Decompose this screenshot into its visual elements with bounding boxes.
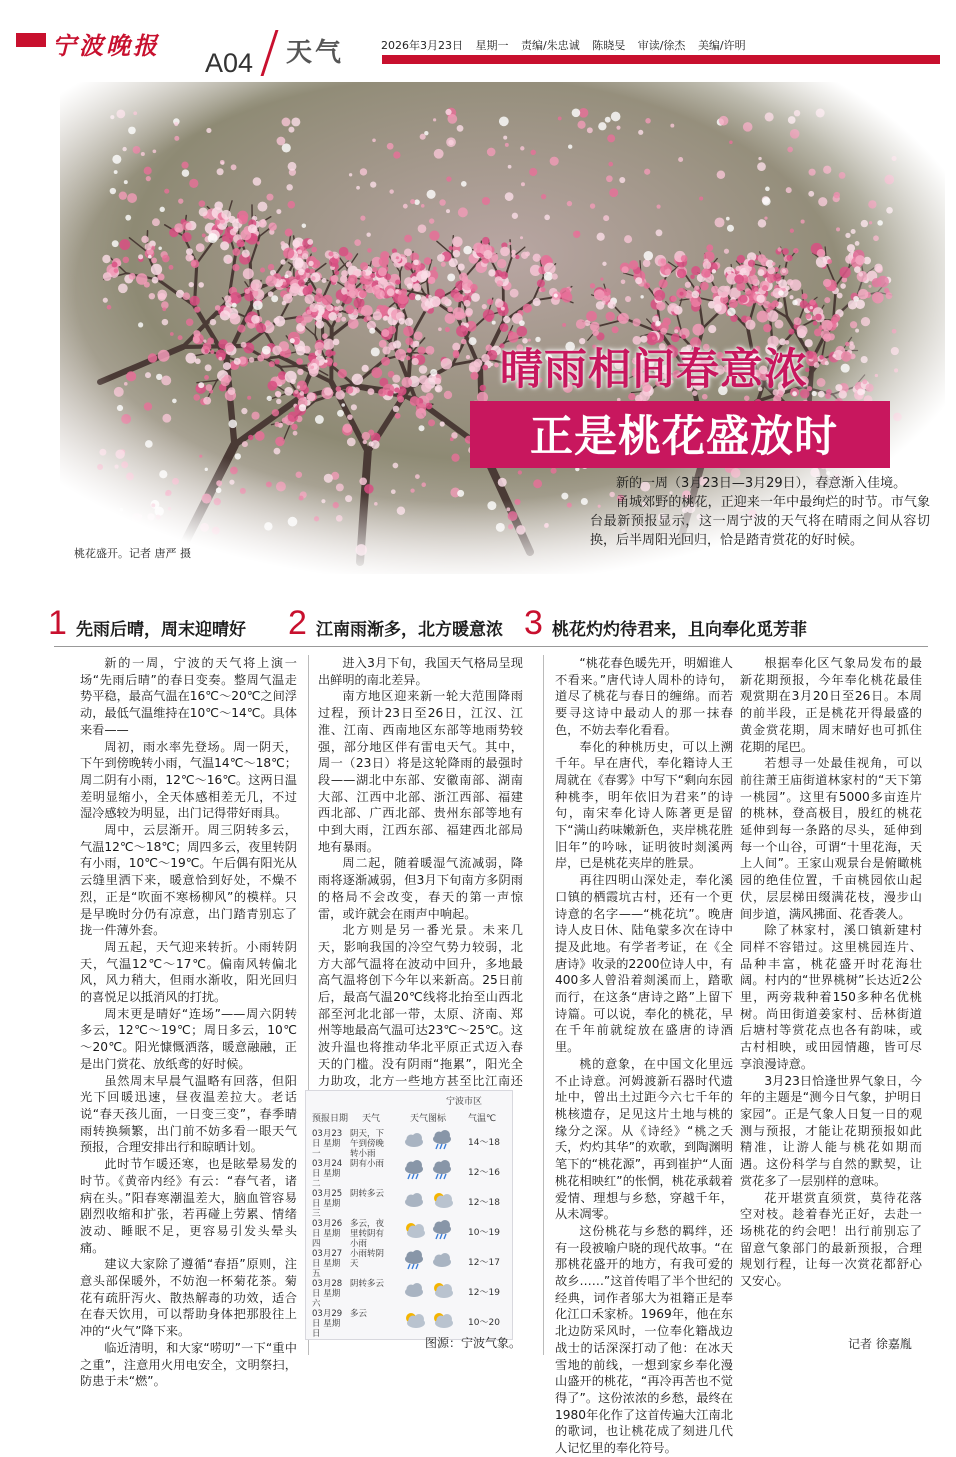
forecast-date: 03月23日 星期一 — [312, 1129, 346, 1159]
designer-credit: 陈晓旻 — [592, 39, 625, 52]
article-paragraph: 北方则是另一番光景。未来几天，影响我国的冷空气势力较弱，北方大部气温将在波动中回升，多地最高气温将创下今年以来新高。25日前后，最高气温20℃线将北抬至山西北部至河北北部一带，太原、济南、郑州等地最高气温可达23℃～25℃。这波升温也将推动华北平原正式迈入春天的门槛。没有阴雨“拖累”，阳光全力助攻，北方一些地方甚至比江南还 — [318, 922, 523, 1106]
article-paragraph: 若想寻一处最佳视角，可以前往萧王庙街道林家村的“天下第一桃园”。这里有5000多亩连片的桃林，登高极目，殷红的桃花延伸到每一条路的尽头，延伸到每一个山谷，可谓“十里花海，天上人间”。王家山观景台是俯瞰桃园的绝佳位置，千亩桃园依山起伏，层层梯田缀满花枝，漫步山间步道，满风拂面、花香袭人。 — [740, 755, 922, 922]
section-name: 天气 — [286, 32, 344, 69]
forecast-location: 宁波市区 — [446, 1094, 482, 1107]
article-paragraph: 这份桃花与乡愁的羁绊，还有一段被喻户晓的现代故事。“在那桃花盛开的地方，有我可爱的故乡……”这首传唱了半个世纪的经典，词作者邬大为祖籍正是奉化江口禾家桥。1969年，他在东北边防采风时，一位奉化籍战边战士的话深深打动了他：在冰天雪地的前线，一想到家乡奉化漫山盛开的桃花，“再冷再苦也不觉得了”。这份浓浓的乡愁，最终在1980年化作了这首传遍大江南北的歌词，也让桃花成了刻进几代人记忆里的奉化符号。 — [555, 1223, 733, 1457]
article-column-4 — [740, 655, 922, 1355]
forecast-weather: 阴有小雨 — [350, 1159, 390, 1169]
article-paragraph: 3月23日恰逢世界气象日，今年的主题是“测今日气象，护明日家园”。正是气象人日复一日的观测与预报，才能让花期预报如此精准，让游人能与桃花如期而遇。这份科学与自然的默契，让赏花多了一层别样的意味。 — [740, 1073, 922, 1190]
forecast-row — [310, 1127, 508, 1155]
reporter-byline: 记者 徐嘉胤 — [848, 1335, 912, 1352]
forecast-temp: 10～19 — [462, 1225, 506, 1238]
article-column-1 — [80, 655, 297, 1355]
forecast-header-icons: 天气图标 — [410, 1111, 446, 1124]
weather-icon — [402, 1250, 456, 1272]
forecast-temp: 12～16 — [462, 1165, 506, 1178]
forecast-temp: 12～19 — [462, 1285, 506, 1298]
masthead-left-bar — [16, 33, 46, 47]
art-credit: 美编/许明 — [698, 39, 746, 52]
editor-credit: 责编/朱忠诚 — [521, 39, 580, 52]
forecast-temp: 12～17 — [462, 1255, 506, 1268]
weather-icon — [402, 1160, 456, 1182]
intro-lead — [590, 474, 930, 550]
article-paragraph: 周五起，天气迎来转折。小雨转阴天，气温12℃～17℃。偏南风转偏北风，风力稍大，但雨水渐收，阳光回归的喜悦足以抵消风的打扰。 — [80, 939, 297, 1006]
issue-date: 2026年3月23日 — [381, 39, 463, 52]
article-paragraph: 花开堪赏直须赏，莫待花落空对枝。趁着春光正好，去赴一场桃花的约会吧！出行前别忘了留意气象部门的最新预报，合理规划行程，让每一次赏花都舒心又安心。 — [740, 1190, 922, 1290]
section-title: 桃花灼灼待君来，且向奉化觅芳菲 — [552, 615, 807, 640]
forecast-header-date: 预报日期 — [312, 1111, 348, 1124]
article-paragraph: 周末更是晴好“连场”——周六阴转多云，12℃～19℃；周日多云，10℃～20℃。阳光慷慨洒落，暖意融融，正是出门赏花、放纸鸢的好时候。 — [80, 1006, 297, 1073]
article-column-2 — [318, 655, 523, 1085]
article-column-3 — [555, 655, 733, 1355]
column-divider — [543, 655, 544, 1355]
article-paragraph: 周中，云层渐开。周三阴转多云，气温12℃～18℃；周四多云，夜里转阴有小雨，10℃～19℃。午后偶有阳光从云缝里洒下来，暖意恰到好处，不燥不烈，正是“吹面不寒杨柳风”的模样。只是早晚时分仍有凉意，出门踏青别忘了拢一件薄外套。 — [80, 822, 297, 939]
intro-paragraph: 甬城郊野的桃花，正迎来一年中最绚烂的时节。市气象台最新预报显示，这一周宁波的天气将在晴雨之间从容切换，后半周阳光回归，恰是踏青赏花的好时候。 — [590, 493, 930, 550]
masthead — [0, 0, 956, 80]
article-paragraph: 建议大家除了遵循“春捂”原则，注意头部保暖外，不妨泡一杯菊花茶。菊花有疏肝泻火、散热解毒的功效，适合在春天饮用，可以帮助身体把那股往上冲的“火气”降下来。 — [80, 1256, 297, 1340]
article-paragraph: 根据奉化区气象局发布的最新花期预报，今年奉化桃花最佳观赏期在3月20日至26日。本周的前半段，正是桃花开得最盛的黄金赏花期，周末晴好也可抓住花期的尾巴。 — [740, 655, 922, 755]
section-number: 3 — [524, 604, 543, 643]
masthead-meta — [381, 37, 755, 53]
forecast-weather: 阴天，下午到傍晚转小雨 — [350, 1129, 390, 1159]
proofreader-credit: 审读/徐杰 — [638, 39, 686, 52]
weather-icon — [402, 1280, 456, 1302]
newspaper-logo: 宁波晚报 — [52, 26, 160, 61]
article-paragraph: 桃的意象，在中国文化里远不止诗意。河姆渡新石器时代遗址中，曾出土过距今六七千年的桃核遗存，足见这片土地与桃的缘分之深。从《诗经》“桃之夭夭，灼灼其华”的欢歌，到陶渊明笔下的“桃花源”，再到崔护“人面桃花相映红”的怅惘，桃花承载着爱情、理想与乡愁，穿越千年，从未凋零。 — [555, 1056, 733, 1223]
section-header-3 — [524, 608, 854, 644]
article-paragraph: 南方地区迎来新一轮大范围降雨过程，预计23日至26日，江汉、江淮、江南、西南地区东部等地雨势较强，部分地区伴有雷电天气。其中，周一（23日）将是这轮降雨的最强时段——湖北中东部、安徽南部、湖南大部、江西中北部、浙江西部、福建西北部、广西北部、贵州东部等地有中到大雨，江西东部、福建西北部局地有暴雨。 — [318, 688, 523, 855]
headline — [470, 336, 890, 468]
forecast-temp: 12～18 — [462, 1195, 506, 1208]
section-title: 江南雨渐多，北方暖意浓 — [316, 615, 503, 640]
forecast-date: 03月25日 星期三 — [312, 1189, 346, 1219]
weather-icon — [402, 1220, 456, 1242]
issue-weekday: 星期一 — [476, 39, 509, 52]
article-paragraph: 再往四明山深处走，奉化溪口镇的栖霞坑古村，还有一个更诗意的名字——“桃花坑”。晚唐诗人皮日休、陆龟蒙多次在诗中提及此地。有学者考证，在《全唐诗》收录的2200位诗人中，有400多人曾沿着剡溪而上，踏歌而行，在这条“唐诗之路”上留下诗篇。可以说，奉化的桃花，早在千年前就绽放在盛唐的诗酒里。 — [555, 872, 733, 1056]
section-header-1 — [48, 608, 298, 644]
forecast-source: 图源：宁波气象。 — [425, 1334, 521, 1351]
weather-icon — [402, 1310, 456, 1332]
forecast-row — [310, 1187, 508, 1215]
headline-line-1: 晴雨相间春意浓 — [470, 336, 808, 397]
article-paragraph: 奉化的种桃历史，可以上溯千年。早在唐代，奉化籍诗人王周就在《春雾》中写下“剩向东园种桃李，明年依旧为君来”的诗句，南宋奉化诗人陈著更是留下“满山药味嫩新色，夹岸桃花胜旧年”的吟咏，证明彼时剡溪两岸，已是桃花夹岸的胜景。 — [555, 739, 733, 873]
forecast-weather: 多云 — [350, 1309, 390, 1319]
forecast-temp: 10～20 — [462, 1315, 506, 1328]
forecast-header-temp: 气温℃ — [468, 1111, 496, 1124]
forecast-row — [310, 1277, 508, 1305]
section-number: 2 — [288, 604, 307, 643]
article-paragraph: 虽然周末早晨气温略有回落，但阳光下回暖迅速，昼夜温差拉大。老话说“春天孩儿面，一日变三变”，春季晴雨转换频繁，出门前不妨多看一眼天气预报，合理安排出行和晾晒计划。 — [80, 1073, 297, 1157]
article-paragraph: 周初，雨水率先登场。周一阴天，下午到傍晚转小雨，气温14℃～18℃；周二阴有小雨，12℃～16℃。这两日温差明显缩小，全天体感相差无几，不过湿冷感较为明显，出门记得带好雨具。 — [80, 739, 297, 823]
section-number: 1 — [48, 604, 67, 643]
article-paragraph: 进入3月下旬，我国天气格局呈现出鲜明的南北差异。 — [318, 655, 523, 688]
section-rule — [54, 646, 928, 647]
weather-icon — [402, 1190, 456, 1212]
forecast-temp: 14～18 — [462, 1135, 506, 1148]
masthead-divider — [261, 30, 279, 76]
forecast-row — [310, 1217, 508, 1245]
page-number: A04 — [205, 48, 253, 79]
article-paragraph: 此时节乍暖还寒，也是眩晕易发的时节。《黄帝内经》有云：“春气者，诸病在头。”阳春寒潮温差大，脑血管容易剧烈收缩和扩张，若再碰上劳累、情绪波动、睡眠不足，更容易引发头晕头痛。 — [80, 1156, 297, 1256]
forecast-date: 03月28日 星期六 — [312, 1279, 346, 1309]
forecast-header — [306, 1091, 512, 1125]
article-paragraph: “桃花春色暖先开，明媚谁人不看来。”唐代诗人周朴的诗句，道尽了桃花与春日的缠绵。而若要寻这诗中最动人的那一抹春色，不妨去奉化看看。 — [555, 655, 733, 739]
section-title: 先雨后晴，周末迎晴好 — [76, 615, 246, 640]
article-paragraph: 新的一周，宁波的天气将上演一场“先雨后晴”的春日变奏。整周气温走势平稳，最高气温在16℃～20℃之间浮动，最低气温维持在10℃～14℃。具体来看—— — [80, 655, 297, 739]
forecast-date: 03月24日 星期二 — [312, 1159, 346, 1189]
forecast-header-weather: 天气 — [362, 1111, 380, 1124]
article-paragraph: 除了林家村，溪口镇新建村同样不容错过。这里桃园连片、品种丰富，桃花盛开时花海壮阔。村内的“世界桃树”长达近2公里，两旁栽种着150多种名优桃树。尚田街道姜家村、岳林街道后塘村等赏花点也各有韵味，或古村相映，或田园情趣，皆可尽享浪漫诗意。 — [740, 922, 922, 1072]
forecast-weather: 阴转多云 — [350, 1189, 390, 1199]
weather-icon — [402, 1130, 456, 1152]
forecast-weather: 小雨转阴天 — [350, 1249, 390, 1269]
headline-line-2: 正是桃花盛放时 — [470, 401, 890, 468]
section-header-2 — [288, 608, 528, 644]
forecast-weather: 阴转多云 — [350, 1279, 390, 1289]
masthead-right-bar — [382, 55, 940, 64]
forecast-row — [310, 1157, 508, 1185]
forecast-date: 03月29日 星期日 — [312, 1309, 346, 1339]
forecast-table — [305, 1090, 513, 1340]
forecast-row — [310, 1307, 508, 1335]
article-paragraph: 周二起，随着暖湿气流减弱，降雨将逐渐减弱，但3月下旬南方多阴雨的格局不会改变，春天的第一声惊雷，或许就会在雨声中响起。 — [318, 855, 523, 922]
forecast-date: 03月27日 星期五 — [312, 1249, 346, 1279]
intro-paragraph: 新的一周（3月23日—3月29日），春意渐入佳境。 — [590, 474, 930, 493]
forecast-date: 03月26日 星期四 — [312, 1219, 346, 1249]
photo-caption: 桃花盛开。记者 唐严 摄 — [74, 545, 191, 561]
forecast-weather: 多云，夜里转阴有小雨 — [350, 1219, 390, 1249]
forecast-row — [310, 1247, 508, 1275]
article-paragraph: 临近清明，和大家“唠叨”一下“重中之重”，注意用火用电安全，文明祭扫，防患于未“燃”。 — [80, 1340, 297, 1390]
